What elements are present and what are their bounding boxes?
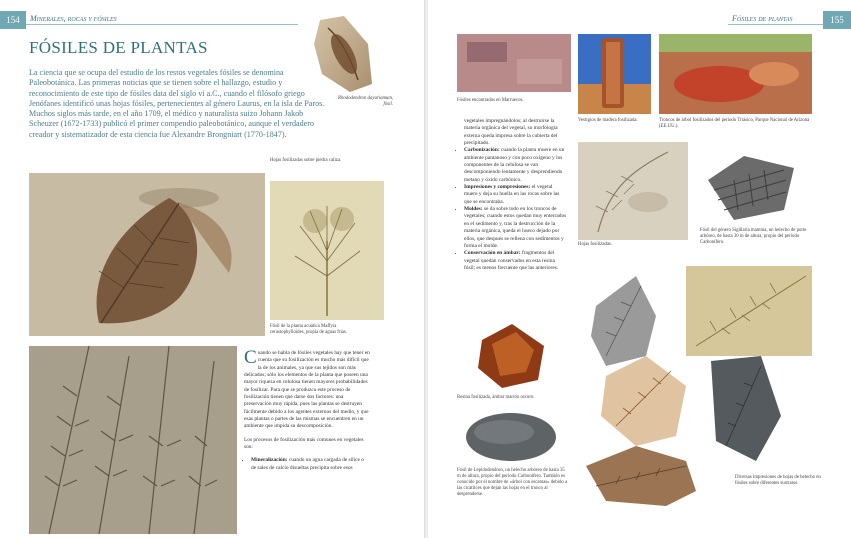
caption-hojas: Hojas fosilizadas. [578, 242, 613, 247]
right-page [428, 0, 851, 538]
page-number-left: 154 [0, 11, 26, 29]
body-column-right [457, 118, 567, 272]
bullet-item: • Moldes: se da sobre todo en los troncos de vegetales; cuando estos quedan muy enterrados en el sedimento y, tras la destrucción de la materia orgánica, queda el hueco dejado por ellos, que después se rellena con sedimentos y forma el molde. [464, 206, 567, 250]
body-paragraph-2: Los procesos de fosilización más comunes en vegetales son: [244, 436, 364, 451]
bullet-item: • Conservación en ámbar: fragmentos del vegetal quedan conservados en esta resina fósil; es menos frecuente que las anteriores. [464, 250, 567, 272]
page-number-right: 155 [823, 11, 851, 29]
body-paragraph-1: uando se habla de fósiles vegetales hay que tener en cuenta que su fosilización es mucho más difícil que la de los animales, ya que sus tejidos son más delicados; sólo los elementos de la planta que poseen una mayor riqueza en celulosa tienen mayores probabilidades de fosilizar. Para que se produzca este proceso de fosilización tienen que darse dos factores: una preservación muy rápida, pues las plantas se destruyen fácilmente debido a los agentes externos del medio, y que esas plantas o partes de las mismas se encuentren en un ambiente que impida su descomposición. [244, 350, 370, 430]
caption-rhododendron: Rhododendron dayuriamum, fósil. [338, 96, 393, 107]
sigillaria-fossil-image [704, 150, 796, 222]
caption-morocco: Fósiles encontrados en Marruecos. [457, 98, 524, 103]
header-rule-right [728, 24, 823, 25]
caption-diversas: Diversas impresiones de hojas de helecho en fósiles sobre diferentes sustratos. [735, 475, 821, 486]
running-head-right: Fósiles de plantas [732, 14, 793, 23]
caption-sigillaria: Fósil del género Sigillaria mamma, un helecho de porte arbóreo, de hasta 30 m de altura, propio del período Carbonífero. [700, 228, 807, 245]
caption-limestone-leaves: Hojas fosilizadas sobre piedra caliza. [270, 158, 342, 163]
aquatic-plant-fossil-image [270, 181, 384, 320]
caption-vestigios: Vestigios de madera fosilizada. [578, 118, 638, 123]
fern-relief-image [29, 346, 237, 534]
bullet-list-left [244, 457, 370, 472]
limestone-leaf-image [29, 173, 265, 336]
intro-paragraph: La ciencia que se ocupa del estudio de los restos vegetales fósiles se denomina Paleobotánica. Las primeras noticias que se tienen sobre el hallazgo, estudio y reconocimiento de este tipo de fósiles data del siglo vi a.C., cuando el filósofo griego Jenófanes identificó unas hojas fósiles, pertenecientes al género Laurus, en la isla de Paros. Muchos siglos más tarde, en el año 1709, el médico y naturalista suizo Johann Jakob Scheuzer (1672-1733) publicó el primer compendio paleobotánico, aunque el verdadero creador y sistematizador de esta ciencia fue Alexandre Brongniart (1770-1847). [29, 68, 325, 139]
bullet-item: • Carbonización: cuando la planta muere en un ambiente pantanoso y con poco oxígeno y los componentes de la celulosa se van descomponiendo lentamente y desprendiendo metano y óxido carbónico. [464, 147, 567, 184]
bullet-item: • Impresiones y compresiones: el vegetal muere y deja su huella en las rocas sobre las que se encontraba. [464, 184, 567, 206]
continued-text: vegetales impregnándolos; al destruirse la materia orgánica del vegetal, su morfología externa queda impresa sobre la cubierta del precipitado. [464, 118, 558, 147]
drop-cap: C [244, 347, 257, 368]
rhododendron-fossil-image [312, 14, 374, 94]
body-column-left [244, 347, 370, 472]
page-title: FÓSILES DE PLANTAS [29, 38, 208, 57]
lepidodendron-fossil-image [464, 410, 558, 464]
bullet-item: • Mineralización: cuando un agua cargada de sílice o de sales de calcio disueltas precipita sobre esos [251, 457, 370, 472]
caption-resina: Resina fosilizada, ámbar marrón oscuro. [457, 395, 535, 400]
left-page [0, 0, 425, 538]
caption-troncos: Troncos de árbol fosilizados del período Triásico, Parque Nacional de Arizona (EE.UU.). [659, 118, 810, 129]
bullet-list-right [457, 147, 567, 272]
caption-lepidodendron: Fósil de Lepidodendron, un helecho arbóreo de hasta 35 m de altura, propio del período Carbonífero. También es conocido por el nombre de «árbol con escamas» debido a las cicatrices que dejan las hojas en el tronco al desprenderse. [457, 468, 568, 497]
fern-impressions-collage [576, 266, 816, 538]
fossil-leaves-stone-image [578, 142, 688, 240]
arizona-logs-image [659, 34, 812, 114]
header-rule-left [26, 24, 298, 25]
morocco-fossils-image [457, 34, 571, 92]
running-head-left: Minerales, rocas y fósiles [30, 14, 117, 23]
amber-resin-image [472, 320, 550, 392]
caption-aquatic-plant: Fósil de la planta acuática Maffyia cerastophylloides, propia de aguas frías. [270, 324, 347, 335]
petrified-wood-image [578, 34, 651, 114]
